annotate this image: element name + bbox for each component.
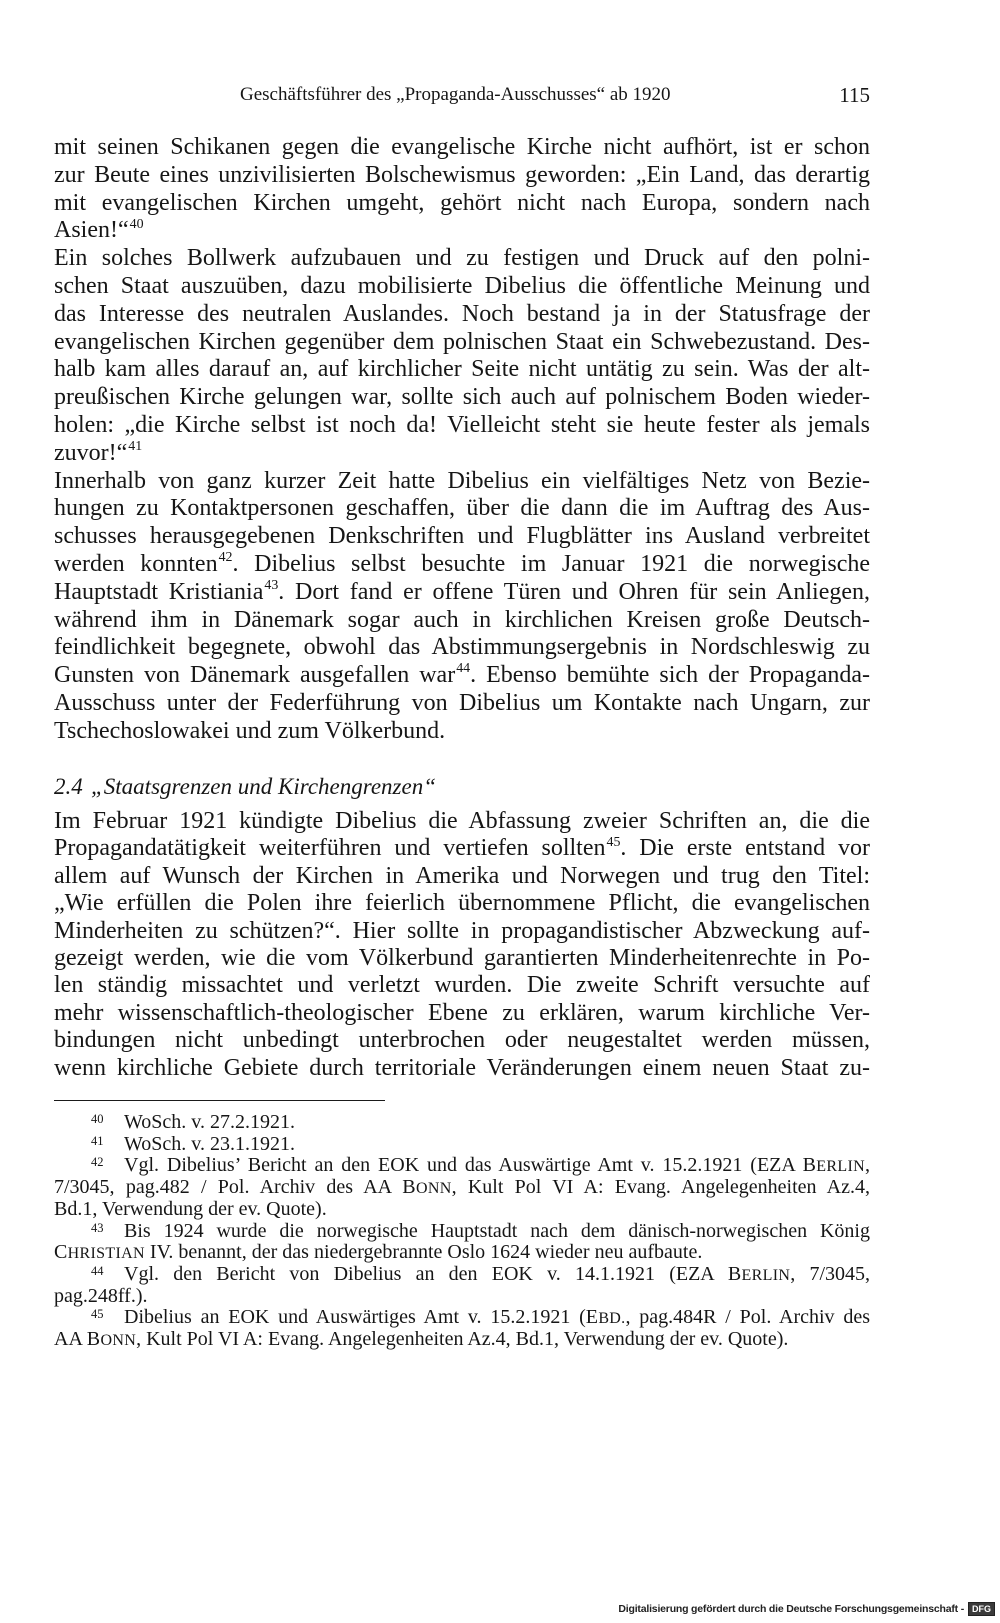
text-run: . Die erste entstand vor <box>620 835 870 862</box>
paragraph <box>54 808 870 1082</box>
text-run: Tschechoslowakei und zum Völkerbund. <box>54 717 446 744</box>
text-run: bindungen nicht unbedingt unterbrochen oder neugestaltet werden müssen, <box>54 1027 870 1054</box>
text-run: schusses herausgegebenen Denkschriften und Flugblätter ins Ausland verbreitet <box>54 523 870 550</box>
text-line <box>54 1000 870 1027</box>
footnote-line <box>54 1329 870 1351</box>
text-run: evangelischen Kirchen gegenüber dem polnischen Staat ein Schwebezustand. Des- <box>54 328 870 355</box>
text-run: , Kult Pol VI A: Evang. Angelegenheiten Az.4, Bd.1, Verwendung der ev. Quote). <box>136 1328 789 1351</box>
text-run: werden konnten <box>54 550 218 577</box>
text-line <box>54 134 870 162</box>
text-line <box>54 863 870 890</box>
text-run: halb kam alles darauf an, auf kirchlicher Seite nicht untätig zu sein. Was der alt- <box>54 356 870 383</box>
dfg-logo: DFG <box>968 1602 995 1616</box>
footnote-line <box>54 1221 870 1243</box>
text-run: Hauptstadt Kristiania <box>54 578 264 605</box>
text-line <box>54 301 870 329</box>
text-run: Vgl. den Bericht von Dibelius an den EOK v. 14.1.1921 (EZA <box>124 1262 728 1285</box>
text-run: Minderheiten zu schützen?“. Hier sollte in propagandistischer Abzweckung auf- <box>54 917 870 944</box>
text-line <box>54 945 870 972</box>
footnote-number: 43 <box>91 1220 104 1235</box>
text-run: . Ebenso bemühte sich der Propaganda- <box>470 662 870 689</box>
footnotes <box>54 1112 870 1351</box>
text-run: , Kult Pol VI A: Evang. Angelegenheiten Az.4, <box>451 1176 870 1199</box>
footnote-reference: 44 <box>456 661 471 677</box>
running-head-title: Geschäftsführer des „Propaganda-Ausschusses“ ab 1920 <box>240 84 671 105</box>
text-run: mit seinen Schikanen gegen die evangelische Kirche nicht aufhört, ist er schon <box>54 134 870 160</box>
paragraph <box>54 134 870 245</box>
footnote <box>54 1307 870 1350</box>
footnote-line <box>54 1134 870 1156</box>
text-run: zur Beute eines unzivilisierten Bolschewismus geworden: „Ein Land, das derartig <box>54 161 870 188</box>
text-line <box>54 1027 870 1054</box>
text-run: schen Staat auszuüben, dazu mobilisierte Dibelius die öffentliche Meinung und <box>54 272 870 299</box>
text-run: Asien!“ <box>54 217 129 244</box>
running-head <box>0 83 1000 109</box>
text-run: len ständig missachtet und verletzt wurden. Die zweite Schrift versuchte auf <box>54 972 870 999</box>
footnote-reference: 40 <box>129 216 144 232</box>
text-run: hungen zu Kontaktpersonen geschaffen, über die dann die im Auftrag des Aus- <box>54 495 870 522</box>
text-run: . Dibelius selbst besuchte im Januar 1921 die norwegische <box>232 550 870 577</box>
text-run: wenn kirchliche Gebiete durch territoriale Veränderungen einem neuen Staat zu- <box>54 1054 870 1081</box>
small-caps-text: BONN <box>402 1176 452 1199</box>
text-line <box>54 662 870 690</box>
footnote-line <box>54 1199 870 1221</box>
small-caps-text: BONN <box>86 1328 137 1351</box>
footnote-line <box>54 1112 870 1134</box>
text-run: WoSch. v. 27.2.1921. <box>124 1111 295 1133</box>
footnote-number: 44 <box>91 1263 104 1278</box>
text-run: Dibelius an EOK und Auswärtiges Amt v. 15.2.1921 ( <box>124 1306 586 1329</box>
text-run: „Wie erfüllen die Polen ihre feierlich übernommene Pflicht, die evangelischen <box>54 890 870 917</box>
digitization-credit <box>618 1601 995 1617</box>
footnote-line <box>54 1286 870 1308</box>
body-text-lower <box>54 808 870 1082</box>
text-run: , pag.484R / Pol. Archiv des <box>625 1306 870 1329</box>
text-run: gezeigt werden, wie die vom Völkerbund garantierten Minderheitenrechte in Po- <box>54 945 870 972</box>
text-line <box>54 162 870 190</box>
page-number: 115 <box>839 83 870 107</box>
text-line <box>54 607 870 635</box>
text-line <box>54 245 870 273</box>
footnote-line <box>54 1177 870 1199</box>
text-run: mehr wissenschaftlich-theologischer Ebene zu erklären, warum kirchliche Ver- <box>54 999 870 1026</box>
footnote <box>54 1221 870 1264</box>
text-run: Vgl. Dibelius’ Bericht an den EOK und das Auswärtige Amt v. 15.2.1921 (EZA <box>124 1154 803 1177</box>
text-line <box>54 217 870 245</box>
credit-text: Digitalisierung gefördert durch die Deutsche Forschungsgemeinschaft - <box>618 1603 964 1615</box>
section-number: 2.4 <box>54 774 83 799</box>
footnote-separator-rule <box>54 1100 385 1101</box>
text-line <box>54 384 870 412</box>
text-line <box>54 273 870 301</box>
text-line <box>54 551 870 579</box>
footnote-number: 41 <box>91 1133 104 1148</box>
text-line <box>54 718 870 746</box>
text-run: IV. benannt, der das niedergebrannte Oslo 1624 wieder neu aufbaute. <box>144 1241 703 1264</box>
text-line <box>54 412 870 440</box>
footnote <box>54 1264 870 1307</box>
text-run: Bd.1, Verwendung der ev. Quote). <box>54 1197 327 1220</box>
text-run: AA <box>54 1328 87 1351</box>
text-run: Bis 1924 wurde die norwegische Hauptstadt nach dem dänisch-norwegischen König <box>124 1219 870 1242</box>
text-run: Ein solches Bollwerk aufzubauen und zu festigen und Druck auf den polni- <box>54 245 870 272</box>
footnote-reference: 45 <box>606 834 621 850</box>
text-run: Propagandatätigkeit weiterführen und vertiefen sollten <box>54 835 606 862</box>
section-heading <box>54 773 870 801</box>
footnote-line <box>54 1264 870 1286</box>
small-caps-text: CHRISTIAN <box>54 1241 145 1264</box>
footnote-reference: 42 <box>218 550 233 566</box>
body-text-upper <box>54 134 870 746</box>
footnote-reference: 41 <box>128 439 143 455</box>
text-run: das Interesse des neutralen Auslandes. Noch bestand ja in der Statusfrage der <box>54 300 870 327</box>
footnote <box>54 1134 870 1156</box>
text-line <box>54 523 870 551</box>
section-title: „Staatsgrenzen und Kirchengrenzen“ <box>91 774 436 799</box>
small-caps-text: BERLIN <box>802 1154 865 1177</box>
footnote-number: 40 <box>91 1112 104 1126</box>
text-line <box>54 468 870 496</box>
footnote-line <box>54 1307 870 1329</box>
text-run: . Dort fand er offene Türen und Ohren für sein Anliegen, <box>278 578 871 605</box>
text-run: während ihm in Dänemark sogar auch in kirchlichen Kreisen große Deutsch- <box>54 606 870 633</box>
text-line <box>54 579 870 607</box>
text-line <box>54 440 870 468</box>
text-run: preußischen Kirche gelungen war, sollte sich auch auf polnischem Boden wieder- <box>54 384 870 411</box>
footnote-reference: 43 <box>264 578 279 594</box>
text-line <box>54 918 870 945</box>
text-line <box>54 190 870 218</box>
text-line <box>54 690 870 718</box>
text-run: Ausschuss unter der Federführung von Dibelius um Kontakte nach Ungarn, zur <box>54 689 870 716</box>
footnote-number: 42 <box>91 1155 104 1170</box>
text-line <box>54 808 870 835</box>
text-line <box>54 1055 870 1082</box>
small-caps-text: BERLIN <box>727 1262 791 1285</box>
text-run: Im Februar 1921 kündigte Dibelius die Abfassung zweier Schriften an, die die <box>54 808 870 834</box>
text-line <box>54 495 870 523</box>
footnote <box>54 1112 870 1134</box>
text-run: Innerhalb von ganz kurzer Zeit hatte Dibelius ein vielfältiges Netz von Bezie- <box>54 467 870 494</box>
small-caps-text: EBD. <box>585 1306 626 1329</box>
text-line <box>54 329 870 357</box>
text-run: mit evangelischen Kirchen umgeht, gehört nicht nach Europa, sondern nach <box>54 189 870 216</box>
paragraph <box>54 468 870 746</box>
footnote-number: 45 <box>91 1307 104 1322</box>
text-line <box>54 972 870 999</box>
footnote <box>54 1155 870 1220</box>
text-line <box>54 835 870 862</box>
text-run: holen: „die Kirche selbst ist noch da! Vielleicht steht sie heute fester als jemals <box>54 411 870 438</box>
footnote-line <box>54 1155 870 1177</box>
text-line <box>54 356 870 384</box>
text-run: zuvor!“ <box>54 439 128 466</box>
footnote-line <box>54 1242 870 1264</box>
text-run: WoSch. v. 23.1.1921. <box>124 1132 295 1155</box>
text-run: feindlichkeit begegnete, obwohl das Abstimmungsergebnis in Nordschleswig zu <box>54 634 870 661</box>
text-run: pag.248ff.). <box>54 1284 148 1307</box>
text-line <box>54 634 870 662</box>
text-run: allem auf Wunsch der Kirchen in Amerika und Norwegen und trug den Titel: <box>54 862 870 889</box>
text-run: , 7/3045, <box>790 1262 871 1285</box>
text-run: Gunsten von Dänemark ausgefallen war <box>54 662 456 689</box>
paragraph <box>54 245 870 467</box>
text-run: , <box>865 1154 870 1177</box>
text-line <box>54 890 870 917</box>
text-run: 7/3045, pag.482 / Pol. Archiv des AA <box>54 1176 403 1199</box>
